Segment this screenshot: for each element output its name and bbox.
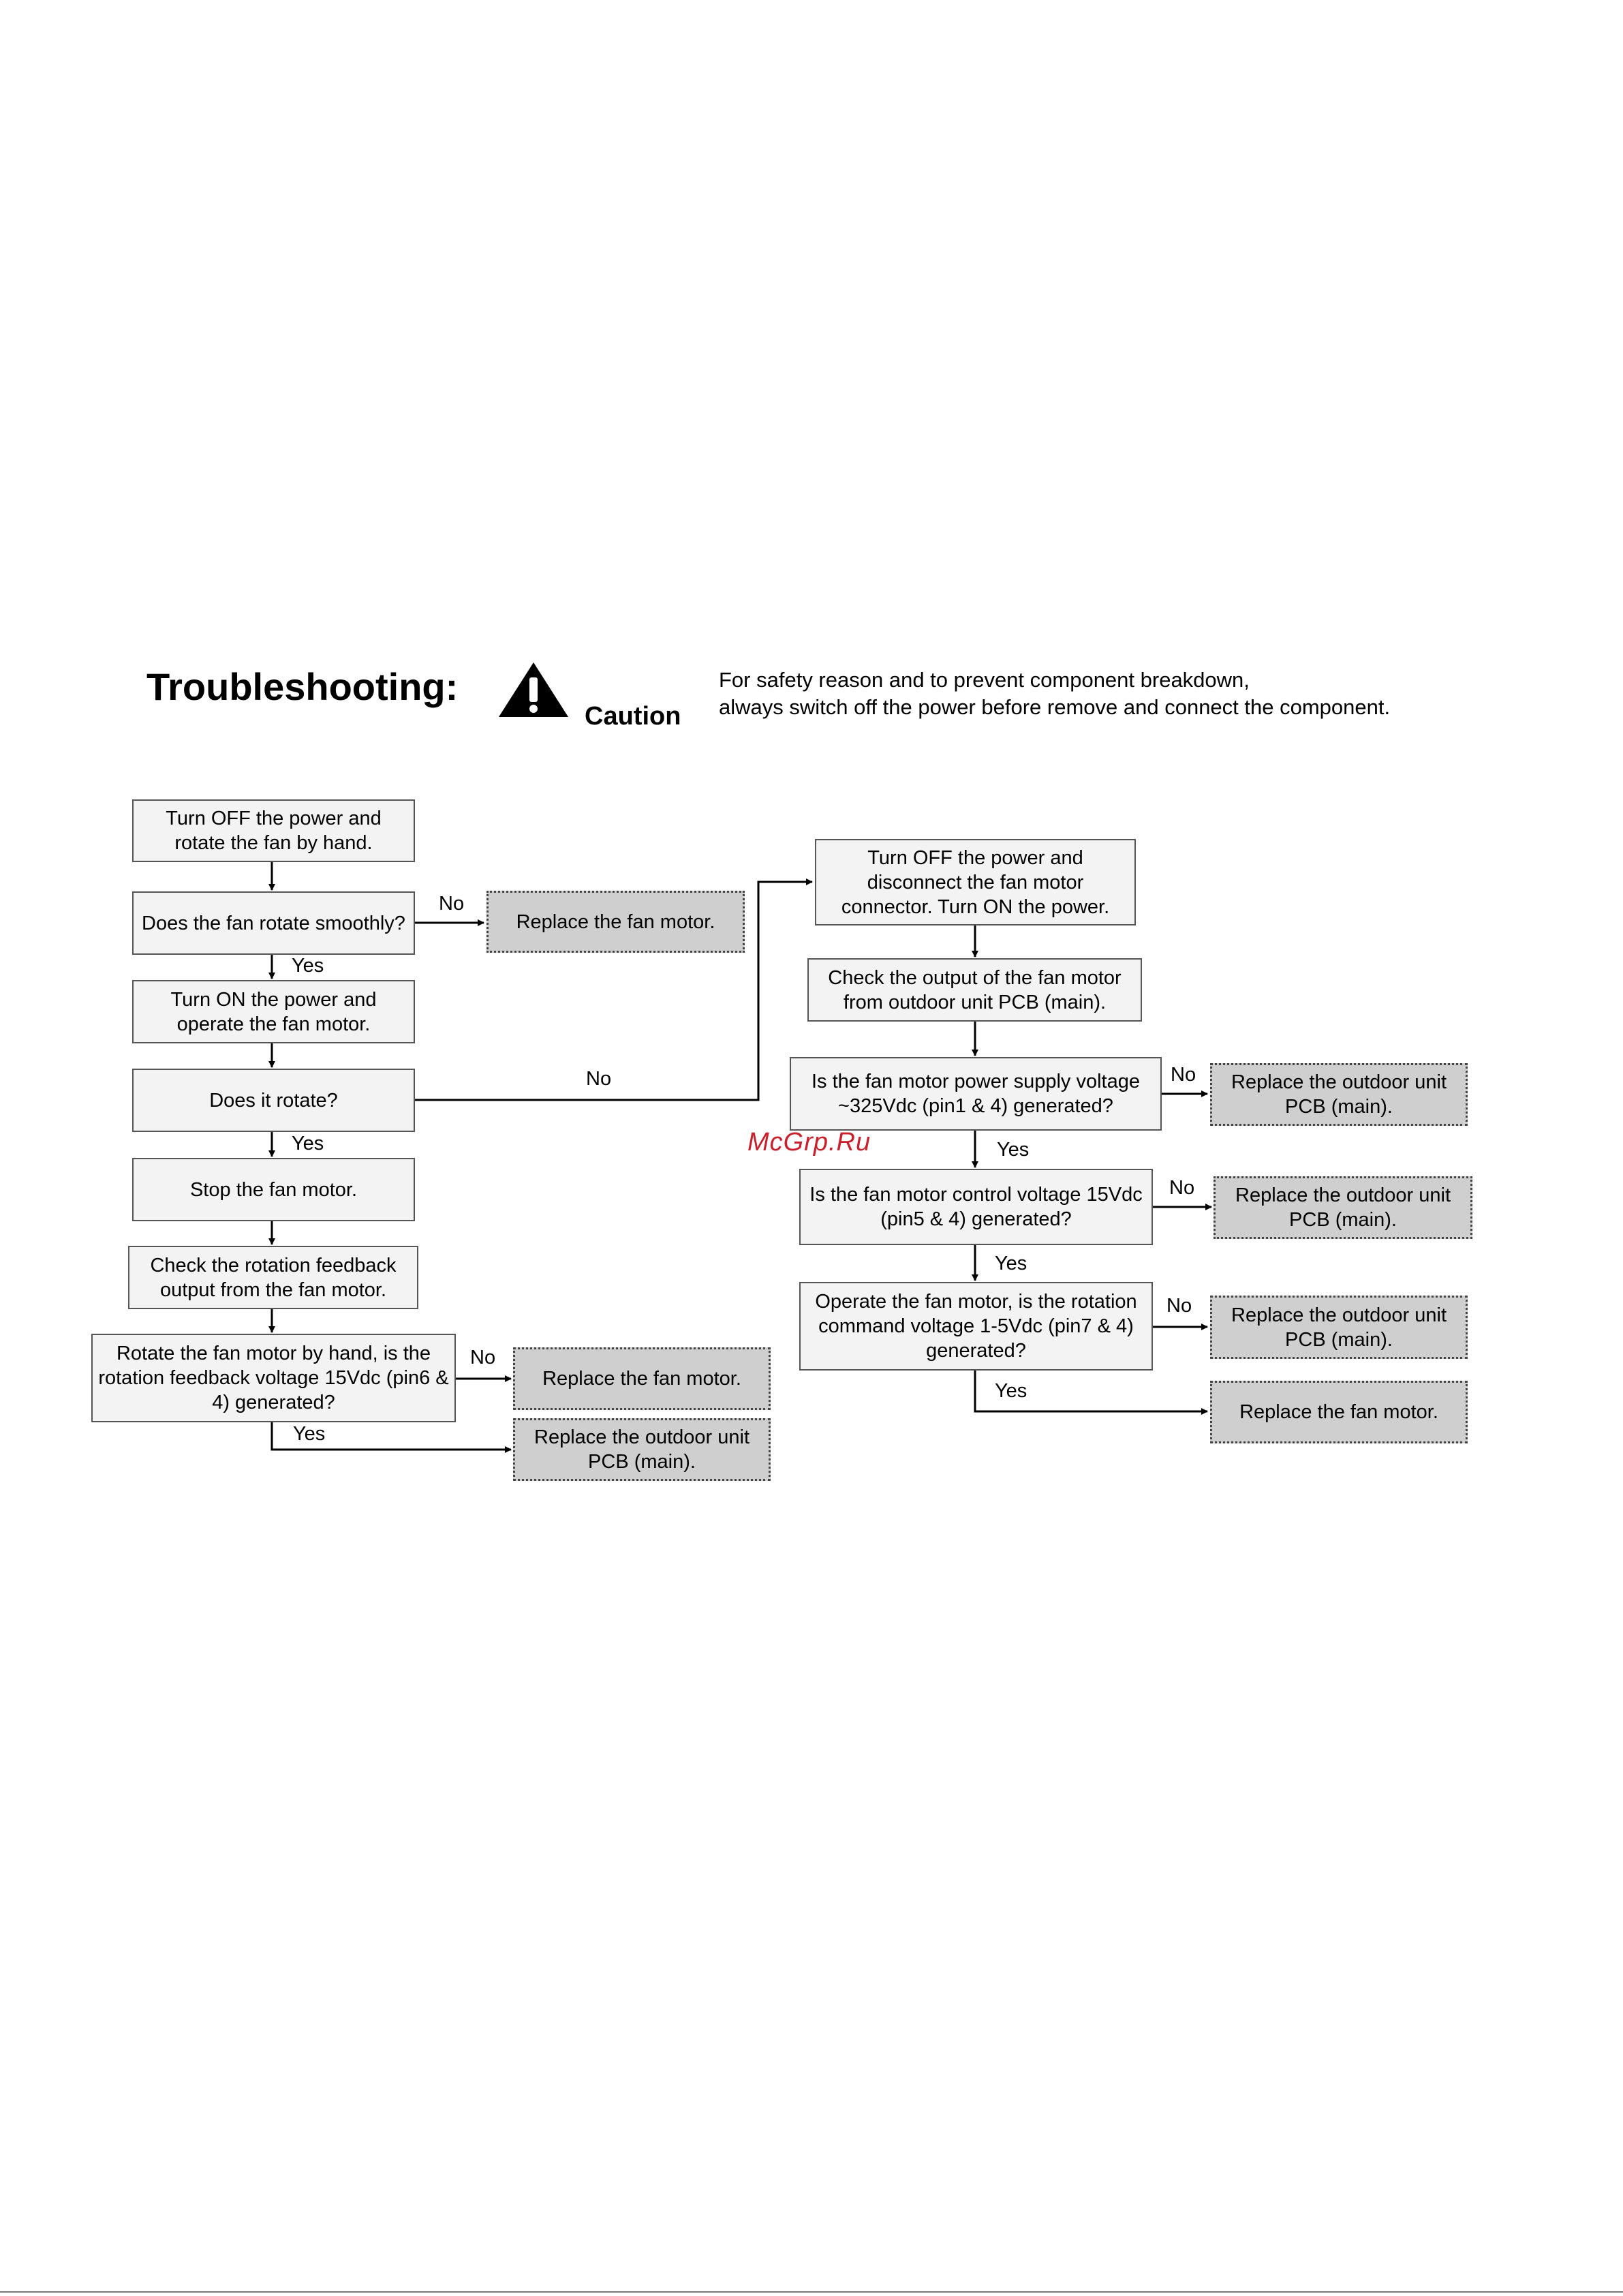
step-turn-off-rotate-by-hand: Turn OFF the power and rotate the fan by hand. (132, 799, 415, 862)
step-stop-fan-motor: Stop the fan motor. (132, 1158, 415, 1221)
step-turn-on-operate-motor: Turn ON the power and operate the fan motor. (132, 980, 415, 1043)
label-yes-supply: Yes (997, 1139, 1030, 1161)
label-yes-smooth: Yes (292, 955, 324, 977)
action-replace-fan-motor-1: Replace the fan motor. (486, 891, 745, 953)
label-no-feedback: No (470, 1347, 496, 1368)
label-yes-feedback: Yes (293, 1423, 326, 1445)
watermark: McGrp.Ru (747, 1128, 871, 1157)
safety-notice-line-2: always switch off the power before remove and connect the component. (719, 695, 1391, 719)
decision-command-voltage-1-5vdc: Operate the fan motor, is the rotation command voltage 1-5Vdc (pin7 & 4) generated? (799, 1282, 1153, 1371)
action-replace-outdoor-pcb-3: Replace the outdoor unit PCB (main). (1214, 1176, 1472, 1239)
safety-notice-line-1: For safety reason and to prevent component breakdown, (719, 668, 1250, 692)
caution-label: Caution (585, 702, 681, 731)
decision-supply-voltage-325vdc: Is the fan motor power supply voltage ~325Vdc (pin1 & 4) generated? (790, 1057, 1162, 1131)
action-replace-fan-motor-2: Replace the fan motor. (513, 1347, 771, 1410)
decision-feedback-voltage-15vdc: Rotate the fan motor by hand, is the rotation feedback voltage 15Vdc (pin6 & 4) generated? (91, 1334, 456, 1422)
label-no-control: No (1169, 1177, 1195, 1199)
step-check-pcb-output: Check the output of the fan motor from outdoor unit PCB (main). (807, 958, 1142, 1022)
decision-control-voltage-15vdc: Is the fan motor control voltage 15Vdc (pin5 & 4) generated? (799, 1169, 1153, 1245)
action-replace-outdoor-pcb-4: Replace the outdoor unit PCB (main). (1210, 1296, 1468, 1359)
action-replace-fan-motor-3: Replace the fan motor. (1210, 1381, 1468, 1443)
footer-divider (0, 2291, 1623, 2293)
label-no-command: No (1166, 1295, 1192, 1317)
step-disconnect-fan-connector: Turn OFF the power and disconnect the fan motor connector. Turn ON the power. (815, 839, 1136, 925)
decision-does-it-rotate: Does it rotate? (132, 1069, 415, 1132)
label-no-rotate: No (586, 1068, 612, 1090)
label-yes-rotate: Yes (292, 1133, 324, 1154)
action-replace-outdoor-pcb-1: Replace the outdoor unit PCB (main). (513, 1418, 771, 1481)
action-replace-outdoor-pcb-2: Replace the outdoor unit PCB (main). (1210, 1063, 1468, 1126)
decision-fan-rotates-smoothly: Does the fan rotate smoothly? (132, 891, 415, 955)
page-title: Troubleshooting: (146, 665, 459, 708)
label-yes-command: Yes (995, 1380, 1027, 1402)
label-no-supply: No (1171, 1064, 1196, 1086)
step-check-rotation-feedback: Check the rotation feedback output from the fan motor. (128, 1246, 418, 1309)
label-yes-control: Yes (995, 1253, 1027, 1274)
label-no-smooth: No (439, 893, 465, 915)
